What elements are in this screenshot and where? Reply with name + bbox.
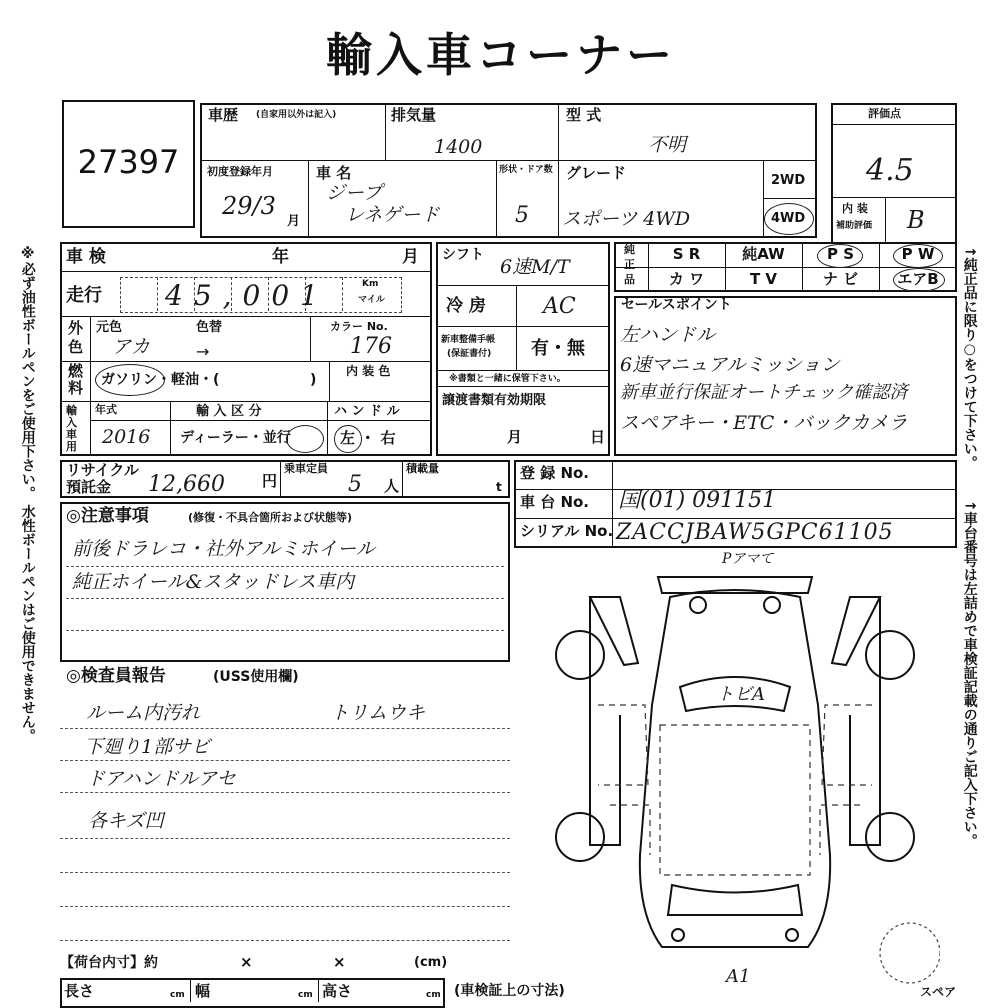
import-year-value: 2016 (102, 426, 151, 448)
inspector-line-3: ドアハンドルアセ (86, 768, 236, 790)
drive-4wd-circle (764, 203, 814, 235)
chassis-no-label: 車 台 No. (520, 493, 590, 511)
color-no-value: 176 (350, 334, 392, 359)
repaint-label: 色替 (196, 320, 223, 335)
first-reg-value: 29/3 (222, 192, 276, 220)
ac-label: 冷 房 (446, 296, 486, 316)
equip-pw: P W (901, 245, 935, 263)
equip-airbag: エアB (897, 270, 939, 288)
inspector-extra: トリムウキ (330, 702, 426, 724)
capacity-unit: 人 (384, 477, 400, 495)
manual-label-1: 新車整備手帳 (441, 335, 496, 345)
equipment-side-3: 品 (624, 273, 635, 286)
transfer-day: 日 (590, 428, 606, 446)
serial-no-value: ZACCJBAW5GPC61105 (616, 520, 894, 545)
cargo-length: 長さ (64, 982, 95, 1000)
import-type-label: 輸 入 区 分 (196, 404, 262, 419)
serial-no-label: シリアル No. (520, 522, 614, 540)
load-label: 積載量 (406, 462, 439, 475)
left-handle-circle (334, 425, 362, 453)
inspector-line-2: 下廻り1部サビ (84, 736, 211, 758)
equipment-side-1: 純 (624, 243, 635, 256)
transfer-month: 月 (507, 428, 523, 446)
model-type-value: 不明 (648, 134, 687, 156)
manual-value: 有・無 (531, 338, 585, 359)
manual-note: ※書類と一緒に保管下さい。 (449, 374, 566, 384)
capacity-label: 乗車定員 (284, 462, 328, 475)
cargo-x1: × (240, 953, 253, 971)
recycle-label-2: 預託金 (66, 478, 112, 496)
sales-point-4: スペアキー・ETC・バックカメラ (620, 412, 908, 434)
left-side-note: ※必ず油性ボールペンをご使用下さい。 水性ボールペンはご使用できません。 (19, 246, 36, 743)
pw-circle (893, 244, 943, 268)
cargo-height: 高さ (322, 982, 353, 1000)
equip-tv: T V (749, 270, 778, 288)
color-no-label: カラー No. (330, 320, 388, 333)
displacement-value: 1400 (434, 136, 483, 158)
page-title: 輸入車コーナー (326, 28, 676, 82)
handle-value: 左 ・ 右 (340, 429, 396, 447)
note-line-1: 前後ドラレコ・社外アルミホイール (72, 538, 375, 560)
ext-color-side1: 外 (68, 319, 84, 337)
diagram-spare-label: スペア (920, 985, 957, 999)
inspector-title: ◎検査員報告 (66, 666, 166, 686)
cargo-label: 【荷台内寸】約 (60, 955, 158, 971)
fuel-close: ) (310, 372, 317, 388)
note-line-2: 純正ホイール&スタッドレス車内 (72, 571, 354, 593)
equipment-side-2: 正 (624, 258, 635, 271)
cargo-width: 幅 (195, 982, 211, 1000)
doors-label: 形状・ドア数 (499, 165, 553, 175)
lot-number: 27397 (77, 143, 180, 181)
mileage-label: 走行 (66, 285, 102, 306)
equip-aw: 純AW (742, 245, 785, 263)
recycle-label-1: リサイクル (66, 461, 139, 479)
load-unit: t (496, 480, 502, 494)
grade-score: 4.5 (866, 153, 914, 188)
manual-label-2: (保証書付) (447, 349, 492, 359)
equip-ps: P S (826, 245, 855, 263)
inspector-line-1: ルーム内汚れ (86, 702, 201, 724)
drive-2wd: 2WD (771, 173, 806, 188)
inspector-subtitle: (USS使用欄) (213, 669, 299, 685)
car-name-line2: レネゲード (345, 204, 440, 226)
model-type-label: 型 式 (566, 106, 602, 124)
first-reg-label: 初度登録年月 (207, 165, 273, 178)
car-damage-diagram (540, 555, 940, 995)
import-type-value: ディーラー・並行 (180, 430, 291, 446)
notes-subtitle: (修復・不具合箇所および状態等) (188, 511, 353, 524)
sales-point-2: 6速マニュアルミッション (620, 354, 840, 376)
recycle-unit: 円 (262, 472, 278, 490)
import-year-label: 年式 (95, 403, 117, 416)
right-side-note-2: ↑車台番号は左詰めで車検証記載の通りご記入下さい。 (961, 500, 978, 848)
interior-label: 内 装 (842, 202, 868, 215)
interior-grade: B (907, 206, 925, 234)
cargo-width-cm: cm (298, 990, 313, 1000)
equip-navi: ナ ビ (822, 270, 859, 288)
diagram-top-mark: Pアマて (722, 551, 774, 567)
cargo-length-cm: cm (170, 990, 185, 1000)
gasoline-circle (95, 364, 165, 396)
chassis-no-value: 国(01) 091151 (618, 488, 777, 513)
fuel-side1: 燃 (68, 362, 84, 380)
repaint-arrow: → (196, 342, 210, 361)
ps-circle (817, 244, 863, 268)
sales-point-1: 左ハンドル (620, 324, 716, 346)
interior-aux-label: 補助評価 (836, 221, 873, 231)
cargo-x2: × (333, 953, 346, 971)
fuel-options: ガソリン・軽油・( (101, 372, 220, 388)
parallel-circle (286, 425, 324, 453)
fuel-side2: 料 (68, 379, 84, 397)
shaken-year: 年 (272, 247, 289, 267)
shift-label: シフト (442, 247, 484, 263)
mileage-value: 45,001 (165, 279, 329, 312)
sales-points-label: セールスポイント (621, 297, 732, 313)
import-side-label: 輸入車用 (66, 404, 77, 453)
doors-value: 5 (515, 203, 529, 228)
transfer-label: 譲渡書類有効期限 (442, 393, 547, 408)
grade-field-label: グレード (566, 164, 627, 182)
orig-color-value: アカ (112, 336, 150, 358)
recycle-value: 12,660 (148, 472, 225, 497)
sales-point-3: 新車並行保証オートチェック確認済 (620, 382, 908, 403)
ac-value: AC (543, 294, 576, 319)
cargo-unit: (cm) (414, 955, 448, 970)
diagram-bottom-mark: A1 (726, 966, 751, 987)
history-note: (自家用以外は記入) (256, 110, 337, 120)
grade-field-value: スポーツ 4WD (562, 208, 691, 230)
cargo-note: (車検証上の寸法) (454, 983, 565, 999)
inspector-line-4: 各キズ凹 (88, 810, 164, 832)
diagram-roof-mark: トビA (716, 684, 765, 705)
grade-label: 評価点 (868, 107, 901, 120)
orig-color-label: 元色 (96, 320, 123, 335)
shaken-label: 車 検 (66, 247, 106, 267)
ext-color-side2: 色 (68, 338, 84, 356)
shift-value: 6速M/T (500, 256, 570, 278)
capacity-value: 5 (348, 472, 362, 497)
airbag-circle (893, 268, 945, 292)
first-reg-month-unit: 月 (287, 214, 301, 229)
car-name-line1: ジープ (326, 182, 383, 204)
handle-label: ハ ン ド ル (334, 404, 400, 419)
equip-sr: S R (672, 245, 701, 263)
displacement-label: 排気量 (391, 106, 437, 124)
cargo-height-cm: cm (426, 990, 441, 1000)
mileage-unit-km: Km (362, 279, 379, 289)
car-name-label: 車 名 (316, 164, 352, 182)
cargo-dims-box (60, 978, 445, 1008)
right-side-note-1: ↑純正品に限り○をつけて下さい。 (961, 246, 978, 470)
shaken-month: 月 (402, 247, 419, 267)
equip-leather: カ ワ (668, 270, 705, 288)
notes-title: ◎注意事項 (66, 506, 149, 526)
mileage-unit-mile: マイル (358, 295, 385, 305)
history-label: 車歴 (208, 106, 239, 124)
reg-no-label: 登 録 No. (520, 464, 590, 482)
drive-4wd: 4WD (771, 211, 806, 226)
interior-color-label: 内 装 色 (346, 364, 391, 378)
